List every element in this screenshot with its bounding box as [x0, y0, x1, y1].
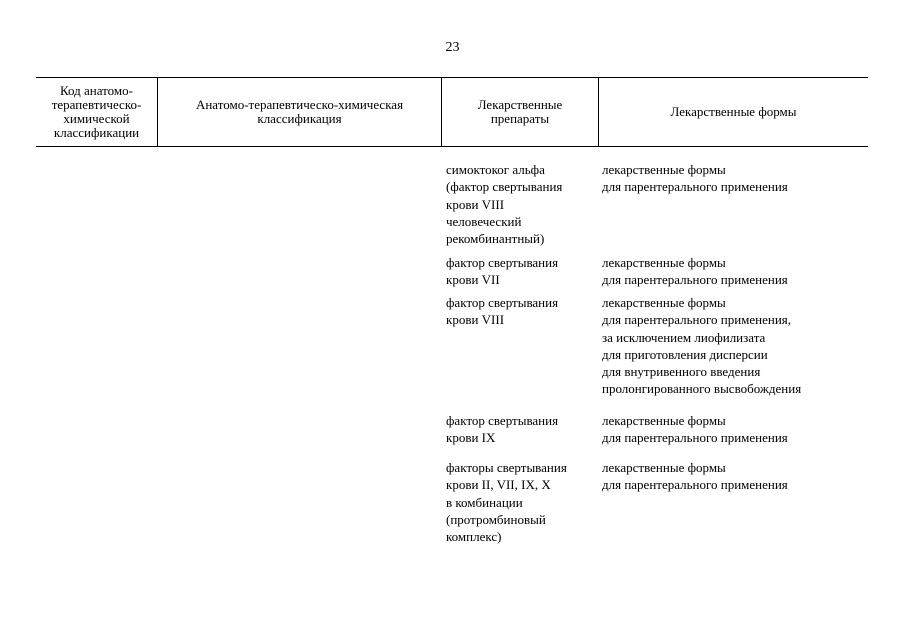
drug-line: крови VIII [446, 312, 505, 328]
drug-line: в комбинации [446, 494, 523, 510]
drug-line: факторы свертывания [446, 460, 567, 475]
drug-line: крови IX [446, 430, 496, 446]
page-number: 23 [445, 40, 460, 55]
form-line: для приготовления дисперсии [602, 346, 768, 362]
drug-line: рекомбинантный) [446, 231, 545, 247]
form-line: лекарственные формы [602, 460, 726, 475]
form-line: за исключением лиофилизата [602, 329, 766, 345]
header-atc-code [36, 78, 157, 146]
header-line: классификация [257, 111, 342, 126]
dosage-form-cell [602, 254, 862, 289]
header-line: Лекарственные формы [670, 104, 797, 119]
drug-line: крови VII [446, 272, 500, 288]
table-header-bottom-rule [36, 146, 868, 147]
drug-line: фактор свертывания [446, 255, 559, 270]
header-line: терапевтическо- [51, 97, 142, 112]
drug-line: фактор свертывания [446, 295, 559, 310]
form-line: для внутривенного введения [602, 364, 761, 380]
drug-line: (фактор свертывания [446, 179, 563, 195]
header-line: Лекарственные [477, 97, 563, 112]
form-line: для парентерального применения [602, 477, 788, 493]
header-dosage-forms [599, 78, 868, 146]
form-line: для парентерального применения [602, 179, 788, 195]
drug-line: симоктоког альфа [446, 162, 545, 177]
drug-cell [446, 254, 596, 289]
drug-line: крови II, VII, IX, X [446, 477, 551, 493]
header-line: химической [63, 111, 130, 126]
drug-line: комплекс) [446, 529, 502, 545]
form-line: для парентерального применения [602, 430, 788, 446]
drug-line: человеческий [446, 213, 522, 229]
header-drugs [442, 78, 598, 146]
dosage-form-cell [602, 412, 862, 447]
form-line: лекарственные формы [602, 255, 726, 270]
drug-cell [446, 459, 596, 545]
header-line: препараты [490, 111, 550, 126]
drug-line: (протромбиновый [446, 511, 546, 527]
form-line: пролонгированного высвобождения [602, 381, 802, 397]
dosage-form-cell [602, 294, 862, 398]
form-line: лекарственные формы [602, 413, 726, 428]
form-line: для парентерального применения [602, 272, 788, 288]
header-line: классификации [53, 125, 140, 140]
dosage-form-cell [602, 161, 862, 196]
drug-line: фактор свертывания [446, 413, 559, 428]
header-line: Анатомо-терапевтическо-химическая [195, 97, 404, 112]
dosage-form-cell [602, 459, 862, 494]
header-line: Код анатомо- [60, 83, 133, 98]
form-line: лекарственные формы [602, 162, 726, 177]
form-line: лекарственные формы [602, 295, 726, 310]
drug-cell [446, 412, 596, 447]
drug-line: крови VIII [446, 196, 505, 212]
drug-cell [446, 294, 596, 329]
drug-cell [446, 161, 596, 247]
header-atc-classification [158, 78, 441, 146]
form-line: для парентерального применения, [602, 312, 792, 328]
